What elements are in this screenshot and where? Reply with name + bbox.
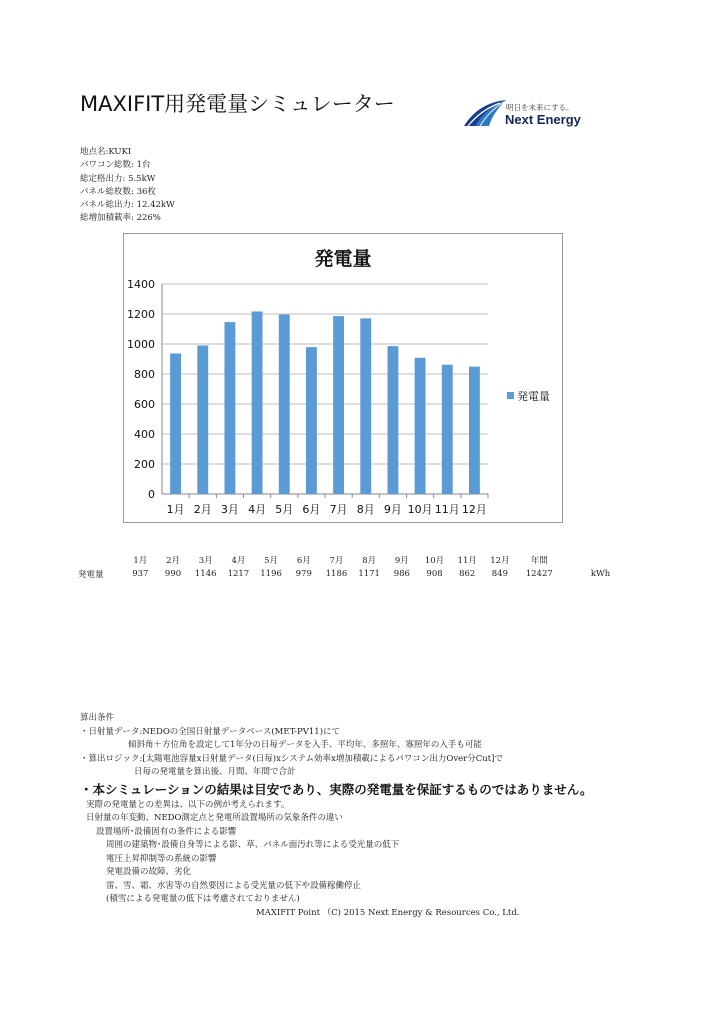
calculation-notes [80,712,593,920]
bar [306,347,317,494]
legend-swatch [507,392,514,399]
x-tick-label: 7月 [329,503,348,516]
y-tick-label: 200 [134,458,155,471]
notes-line: 雷、雪、霜、水害等の自然要因による受光量の低下や設備稼働停止 [106,880,362,891]
table-cell: 12427 [525,569,553,579]
table-cell: 1171 [358,569,380,579]
table-cell: 937 [132,569,149,579]
bar [469,367,480,494]
notes-line: 周囲の建築物･設備自身等による影、草、パネル面汚れ等による受光量の低下 [106,840,400,850]
table-header: 10月 [424,556,445,566]
bar [415,358,426,494]
spec-overload-ratio: 総増加積載率: 226% [80,213,161,224]
table-cell: 862 [459,569,476,579]
notes-line: 日射量の年変動、NEDO測定点と発電所設置場所の気象条件の違い [86,813,343,823]
x-tick-label: 9月 [383,503,402,516]
notes-line: 実際の発電量との差異は、以下の例が考えられます。 [86,799,290,810]
table-header: 3月 [198,556,213,566]
table-cell: 990 [164,569,182,579]
table-row-label: 発電量 [78,570,104,580]
bar [360,318,371,494]
x-tick-label: 11月 [434,503,460,516]
notes-line: (積雪による発電量の低下は考慮されておりません) [106,894,300,904]
notes-line: 設置場所･設備固有の条件による影響 [96,826,237,837]
spec-panel-output: パネル総出力: 12.42kW [80,200,175,211]
logo-tagline: 明日を未来にする。 [506,103,574,112]
page-title: MAXIFIT用発電量シミュレーター [80,92,395,116]
spec-panel-count: パネル総枚数: 36枚 [80,186,156,197]
bar [279,315,290,494]
bar [170,353,181,494]
table-unit: kWh [590,569,611,579]
x-tick-label: 4月 [248,503,267,516]
table-header: 12月 [490,556,510,566]
table-header: 4月 [231,556,246,566]
x-tick-label: 5月 [275,503,294,516]
bar [333,316,344,494]
table-cell: 1196 [260,569,282,579]
table-cell: 1217 [227,569,250,579]
table-header: 1月 [133,556,148,566]
bar [252,311,263,494]
x-tick-label: 2月 [193,503,212,516]
table-header: 9月 [394,556,409,566]
table-header: 年間 [530,556,548,566]
bar [442,365,453,494]
bar [224,322,235,494]
table-header: 8月 [362,556,377,566]
table-header: 2月 [166,556,180,566]
legend-label: 発電量 [517,390,550,403]
table-cell: 979 [295,569,312,579]
table-row [78,567,610,581]
table-header: 6月 [296,556,311,566]
x-tick-label: 8月 [356,503,375,516]
monthly-table [78,553,610,581]
y-tick-label: 600 [134,398,155,411]
chart-plot [124,234,562,522]
copyright: MAXIFIT Point （C) 2015 Next Energy & Resources Co., Ltd. [256,907,520,918]
spec-inverter-count: パワコン総数: 1台 [80,160,151,171]
table-header: 5月 [264,556,279,566]
spec-rated-output: 総定格出力: 5.5kW [80,173,156,184]
y-tick-label: 400 [134,428,155,441]
table-cell: 908 [426,569,443,579]
bar [387,346,398,494]
table-header-row [78,553,610,567]
y-tick-label: 800 [134,368,155,381]
y-tick-label: 1400 [127,278,155,291]
notes-line: ・日射量データ:NEDOの全国日射量データベース(MET-PV11)にて [80,726,341,737]
notes-line: 電圧上昇抑制等の系統の影響 [106,853,217,864]
chart-title: 発電量 [314,248,372,270]
table-cell: 849 [491,569,509,579]
logo-name: Next Energy [505,112,581,127]
notes-line: ・算出ロジック:[太陽電池容量x日射量データ(日毎)xシステム効率x増加積載によるパワコン出力Over分Cut]で [80,753,503,764]
x-tick-label: 1月 [166,503,185,516]
table-cell: 986 [393,569,410,579]
table-cell: 1146 [194,569,217,579]
y-tick-label: 1200 [127,308,155,321]
notes-line: 傾斜角＋方位角を設定して1年分の日毎データを入手、平均年、多照年、寡照年の入手も可能 [128,740,482,750]
generation-chart [123,233,563,523]
x-tick-label: 10月 [407,503,433,516]
x-tick-label: 6月 [302,503,321,516]
x-tick-label: 3月 [220,503,239,516]
disclaimer: ・本シミュレーションの結果は目安であり、実際の発電量を保証するものではありません。 [80,781,593,797]
y-tick-label: 0 [148,488,155,501]
notes-line: 日毎の発電量を算出後、月間、年間で合計 [134,767,296,777]
spec-location: 地点名:KUKI [80,147,132,157]
y-tick-label: 1000 [127,338,155,351]
table-cell: 1186 [325,569,348,579]
notes-heading: 算出条件 [80,713,115,723]
spec-list [80,146,175,226]
table-header: 7月 [329,556,344,566]
x-tick-label: 12月 [461,503,487,516]
bar [197,346,208,495]
notes-line: 発電設備の故障、劣化 [106,867,192,877]
table-header: 11月 [457,556,477,566]
